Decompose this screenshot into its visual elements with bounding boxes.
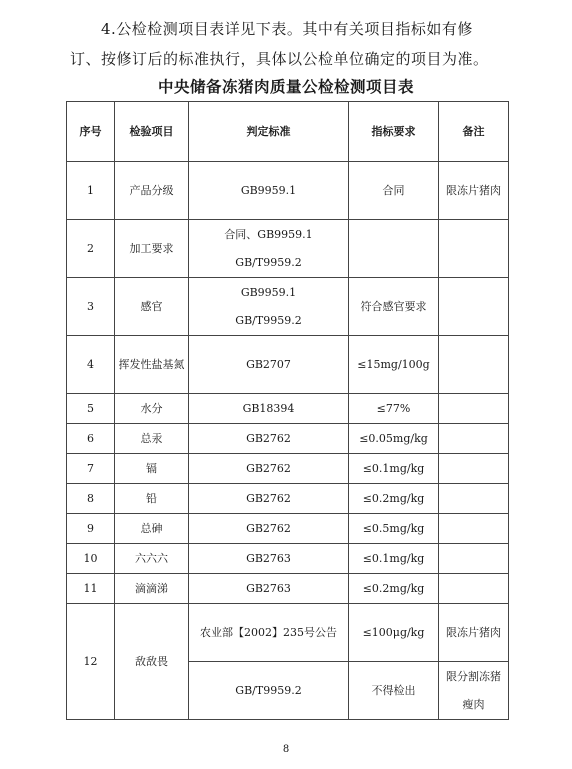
cell-standard: GB/T9959.2 xyxy=(189,662,349,720)
cell-standard: GB2762 xyxy=(189,514,349,544)
cell-no: 3 xyxy=(67,278,115,336)
intro-line-2: 订、按修订后的标准执行，具体以公检单位确定的项目为准。 xyxy=(70,50,489,68)
cell-standard: GB2762 xyxy=(189,484,349,514)
cell-item: 产品分级 xyxy=(115,162,189,220)
cell-item: 六六六 xyxy=(115,544,189,574)
cell-requirement: ≤77% xyxy=(349,394,439,424)
cell-note: 限分割冻猪瘦肉 xyxy=(439,662,509,720)
cell-note xyxy=(439,514,509,544)
cell-standard: GB2707 xyxy=(189,336,349,394)
cell-item: 水分 xyxy=(115,394,189,424)
cell-item: 挥发性盐基氮 xyxy=(115,336,189,394)
table-row xyxy=(67,514,509,544)
table-row xyxy=(67,278,509,336)
table-title: 中央储备冻猪肉质量公检检测项目表 xyxy=(157,78,414,96)
inspection-items-table xyxy=(66,101,509,720)
cell-note: 限冻片猪肉 xyxy=(439,162,509,220)
header-item: 检验项目 xyxy=(115,102,189,162)
intro-paragraph xyxy=(70,14,510,74)
cell-note xyxy=(439,220,509,278)
cell-note xyxy=(439,394,509,424)
cell-note xyxy=(439,574,509,604)
table-row xyxy=(67,336,509,394)
cell-standard xyxy=(189,278,349,336)
cell-no: 10 xyxy=(67,544,115,574)
cell-note: 限冻片猪肉 xyxy=(439,604,509,662)
cell-note xyxy=(439,424,509,454)
cell-no: 2 xyxy=(67,220,115,278)
cell-item: 铅 xyxy=(115,484,189,514)
cell-item: 加工要求 xyxy=(115,220,189,278)
cell-standard: GB9959.1 xyxy=(189,162,349,220)
table-row xyxy=(67,604,509,662)
standard-line: GB/T9959.2 xyxy=(235,313,302,327)
cell-item: 感官 xyxy=(115,278,189,336)
cell-standard: GB2762 xyxy=(189,424,349,454)
header-note: 备注 xyxy=(439,102,509,162)
cell-item: 滴滴涕 xyxy=(115,574,189,604)
header-requirement: 指标要求 xyxy=(349,102,439,162)
cell-requirement: 不得检出 xyxy=(349,662,439,720)
cell-note xyxy=(439,544,509,574)
cell-item: 总砷 xyxy=(115,514,189,544)
standard-line: GB9959.1 xyxy=(240,285,297,299)
cell-no: 7 xyxy=(67,454,115,484)
table-row xyxy=(67,394,509,424)
cell-note xyxy=(439,454,509,484)
cell-standard: GB2763 xyxy=(189,574,349,604)
cell-note xyxy=(439,278,509,336)
table-row xyxy=(67,544,509,574)
table-row xyxy=(67,574,509,604)
table-row xyxy=(67,162,509,220)
cell-no: 9 xyxy=(67,514,115,544)
page-number: 8 xyxy=(282,744,290,755)
table-row xyxy=(67,424,509,454)
cell-standard: GB2762 xyxy=(189,454,349,484)
cell-standard: 农业部【2002】235号公告 xyxy=(189,604,349,662)
cell-no: 12 xyxy=(67,604,115,720)
cell-requirement: ≤0.5mg/kg xyxy=(349,514,439,544)
cell-item: 镉 xyxy=(115,454,189,484)
header-no: 序号 xyxy=(67,102,115,162)
table-row xyxy=(67,484,509,514)
cell-requirement: ≤0.2mg/kg xyxy=(349,574,439,604)
cell-requirement: ≤0.1mg/kg xyxy=(349,454,439,484)
cell-requirement: ≤0.05mg/kg xyxy=(349,424,439,454)
cell-no: 6 xyxy=(67,424,115,454)
cell-requirement: 合同 xyxy=(349,162,439,220)
cell-no: 4 xyxy=(67,336,115,394)
cell-no: 8 xyxy=(67,484,115,514)
cell-requirement: ≤0.2mg/kg xyxy=(349,484,439,514)
cell-note xyxy=(439,484,509,514)
cell-standard: GB2763 xyxy=(189,544,349,574)
standard-line: GB/T9959.2 xyxy=(235,255,302,269)
table-header-row xyxy=(67,102,509,162)
cell-standard: GB18394 xyxy=(189,394,349,424)
cell-requirement: ≤100μg/kg xyxy=(349,604,439,662)
cell-requirement: ≤0.1mg/kg xyxy=(349,544,439,574)
cell-requirement: 符合感官要求 xyxy=(349,278,439,336)
header-standard: 判定标准 xyxy=(189,102,349,162)
table-row xyxy=(67,220,509,278)
cell-no: 1 xyxy=(67,162,115,220)
cell-no: 5 xyxy=(67,394,115,424)
cell-requirement: ≤15mg/100g xyxy=(349,336,439,394)
intro-line-1: 4.公检检测项目表详见下表。其中有关项目指标如有修 xyxy=(101,20,473,38)
standard-line: 合同、GB9959.1 xyxy=(224,227,313,241)
cell-note xyxy=(439,336,509,394)
cell-item: 总汞 xyxy=(115,424,189,454)
cell-standard xyxy=(189,220,349,278)
table-row xyxy=(67,454,509,484)
cell-no: 11 xyxy=(67,574,115,604)
cell-requirement xyxy=(349,220,439,278)
cell-item: 敌敌畏 xyxy=(115,604,189,720)
